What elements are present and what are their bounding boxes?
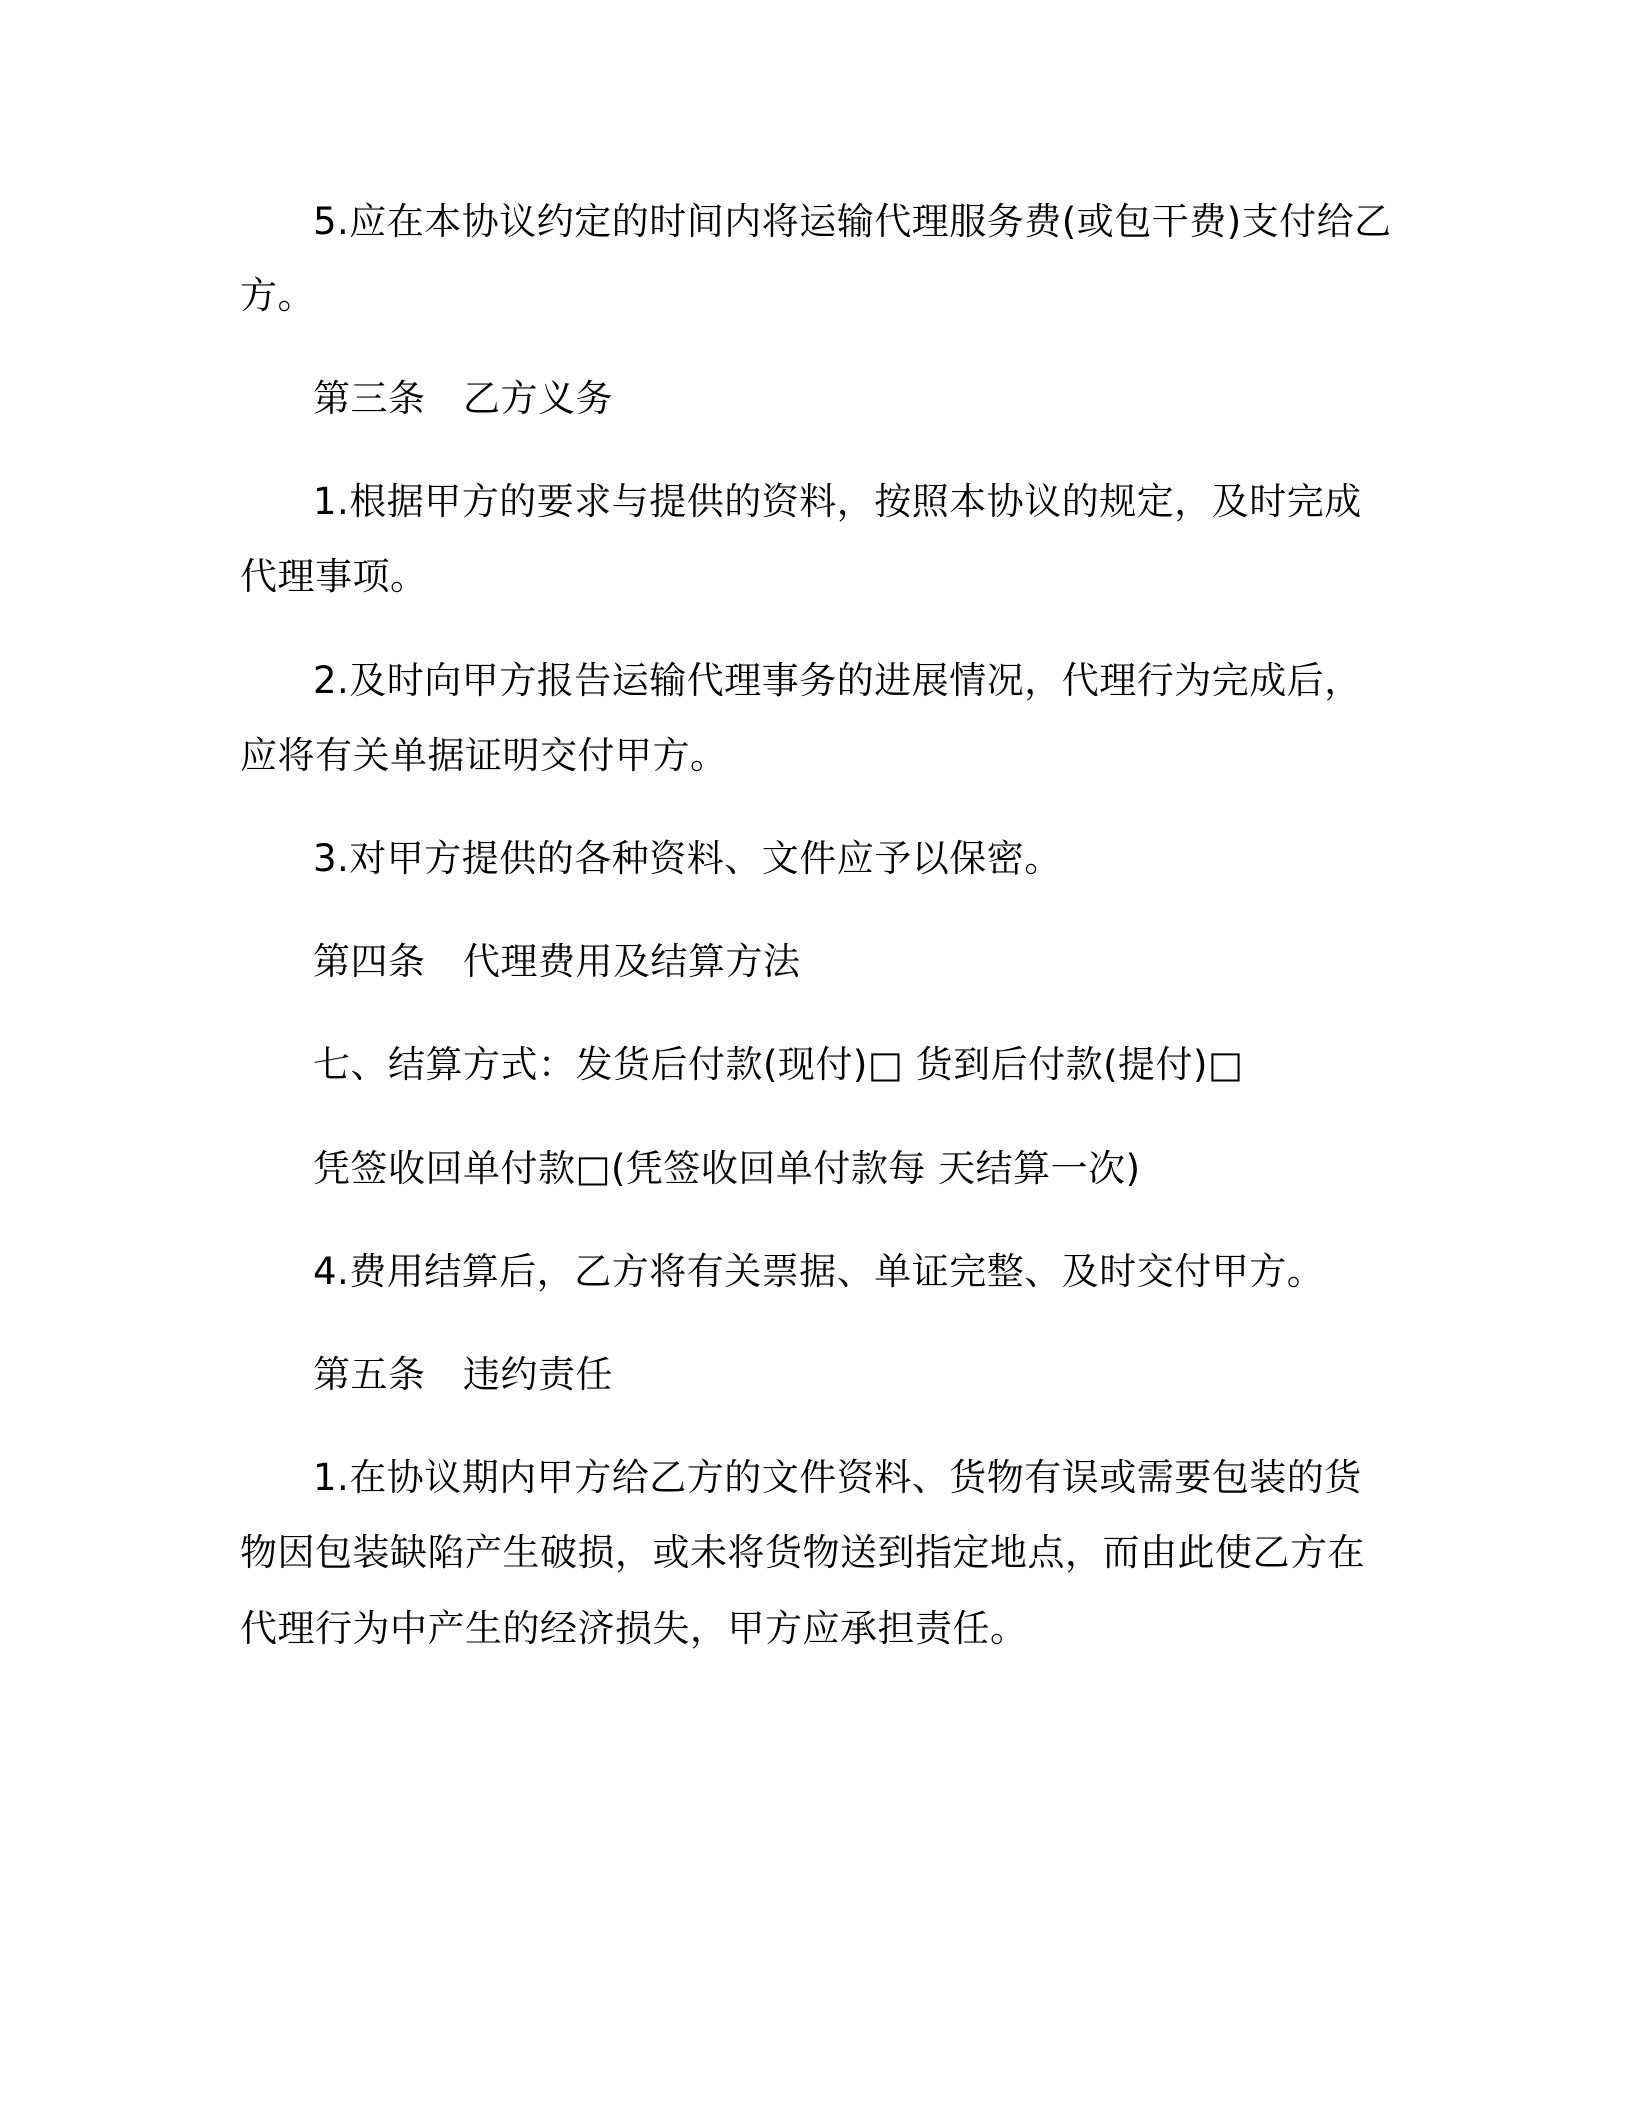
clause-3-item-2-line-1: 2.及时向甲方报告运输代理事务的进展情况，代理行为完成后，: [313, 659, 1362, 702]
clause-3-item-1-line-2: 代理事项。: [240, 555, 428, 598]
clause-4-heading: 第四条 代理费用及结算方法: [313, 940, 801, 983]
clause-2-item-5-line-2: 方。: [240, 274, 315, 317]
clause-5-heading: 第五条 违约责任: [313, 1353, 613, 1396]
clause-2-item-5-line-1: 5.应在本协议约定的时间内将运输代理服务费(或包干费)支付给乙: [313, 200, 1392, 243]
clause-3-heading: 第三条 乙方义务: [313, 377, 613, 420]
settlement-method-line-1: 七、结算方式：发货后付款(现付)□ 货到后付款(提付)□: [313, 1043, 1244, 1086]
clause-3-item-3: 3.对甲方提供的各种资料、文件应予以保密。: [313, 837, 1062, 880]
settlement-method-line-2: 凭签收回单付款□(凭签收回单付款每 天结算一次): [313, 1147, 1141, 1190]
clause-4-item-4: 4.费用结算后，乙方将有关票据、单证完整、及时交付甲方。: [313, 1250, 1325, 1293]
clause-3-item-1-line-1: 1.根据甲方的要求与提供的资料，按照本协议的规定，及时完成: [313, 480, 1362, 523]
clause-5-item-1-line-3: 代理行为中产生的经济损失，甲方应承担责任。: [240, 1607, 1028, 1650]
clause-3-item-2-line-2: 应将有关单据证明交付甲方。: [240, 734, 728, 777]
clause-5-item-1-line-1: 1.在协议期内甲方给乙方的文件资料、货物有误或需要包装的货: [313, 1456, 1362, 1499]
clause-5-item-1-line-2: 物因包装缺陷产生破损，或未将货物送到指定地点，而由此使乙方在: [240, 1531, 1365, 1574]
